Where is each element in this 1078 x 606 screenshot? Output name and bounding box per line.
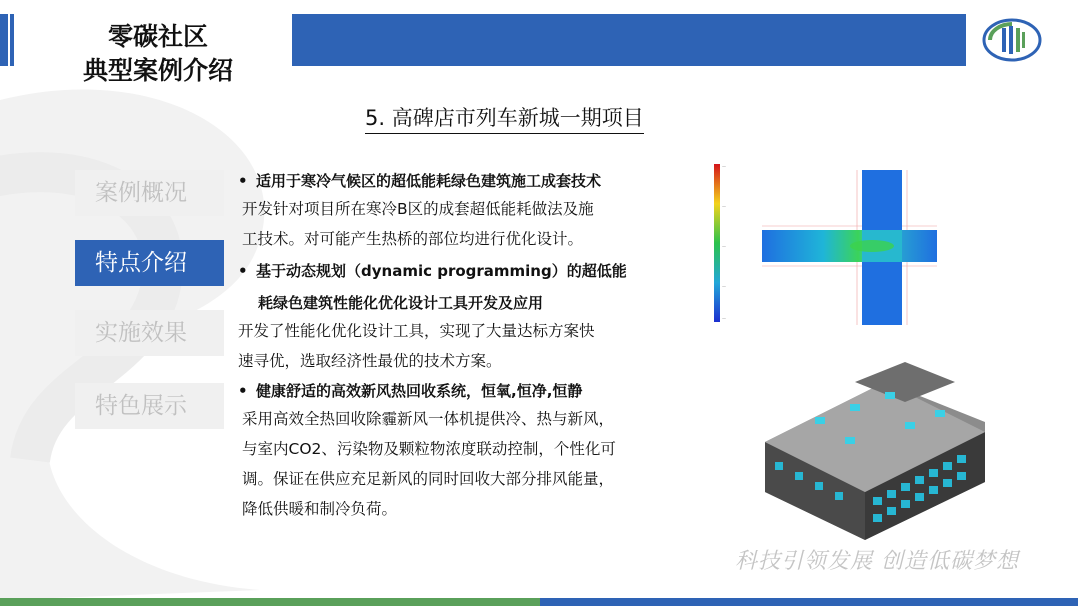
svg-text:—: — xyxy=(722,164,726,169)
thermal-bridge-simulation-image xyxy=(712,162,944,328)
page-title-line2: 典型案例介绍 xyxy=(82,56,233,85)
bullet3-body-line4: 降低供暖和制冷负荷。 xyxy=(242,500,398,518)
institute-logo-icon xyxy=(982,18,1042,62)
bullet1-heading-text: 适用于寒冷气候区的超低能耗绿色建筑施工成套技术 xyxy=(256,172,602,190)
bullet1-body-line2: 工技术。对可能产生热桥的部位均进行优化设计。 xyxy=(242,230,584,248)
header-left-accent-bar xyxy=(0,14,8,66)
svg-text:—: — xyxy=(722,316,726,321)
bullet2-body-line2: 速寻优，选取经济性最优的技术方案。 xyxy=(238,352,502,370)
building-model-image xyxy=(755,362,993,540)
bullet3-heading xyxy=(238,378,708,404)
menu-item-case-overview[interactable]: 案例概况 xyxy=(75,170,224,216)
bullet3-body-line2: 与室内CO2、污染物及颗粒物浓度联动控制，个性化可 xyxy=(242,440,616,458)
bullet-symbol: • xyxy=(238,382,248,400)
bullet2-heading-text-line1: 基于动态规划（dynamic programming）的超低能 xyxy=(256,262,627,280)
feature-content xyxy=(238,168,708,524)
bullet2-heading xyxy=(238,258,708,284)
footer-blue-bar xyxy=(540,598,1078,606)
svg-text:—: — xyxy=(722,284,726,289)
bullet2-body-line1: 开发了性能化优化设计工具，实现了大量达标方案快 xyxy=(238,322,595,340)
page-title-line1: 零碳社区 xyxy=(107,22,208,51)
menu-item-showcase[interactable]: 特色展示 xyxy=(75,383,224,429)
menu-item-implementation-results[interactable]: 实施效果 xyxy=(75,310,224,356)
bullet2-heading-text-line2: 耗绿色建筑性能化优化设计工具开发及应用 xyxy=(258,294,544,312)
section-title: 5. 高碑店市列车新城一期项目 xyxy=(365,104,644,134)
bullet3-body-line3: 调。保证在供应充足新风的同时回收大部分排风能量， xyxy=(242,470,615,488)
bullet1-heading xyxy=(238,168,708,194)
footer-green-bar xyxy=(0,598,540,606)
svg-text:—: — xyxy=(722,204,726,209)
menu-item-features[interactable]: 特点介绍 xyxy=(75,240,224,286)
bullet1-body-line1: 开发针对项目所在寒冷B区的成套超低能耗做法及施 xyxy=(242,200,594,218)
header-blue-banner xyxy=(292,14,966,66)
handwritten-signature: 科技引领发展 创造低碳梦想 xyxy=(735,549,1019,574)
bullet3-body-line1: 采用高效全热回收除霾新风一体机提供冷、热与新风， xyxy=(242,410,615,428)
page-title xyxy=(58,20,258,88)
svg-text:—: — xyxy=(722,244,726,249)
bullet3-heading-text: 健康舒适的高效新风热回收系统，恒氧,恒净,恒静 xyxy=(256,382,583,400)
bullet-symbol: • xyxy=(238,172,248,190)
bullet-symbol: • xyxy=(238,262,248,280)
header-left-accent-bar-thin xyxy=(10,14,14,66)
